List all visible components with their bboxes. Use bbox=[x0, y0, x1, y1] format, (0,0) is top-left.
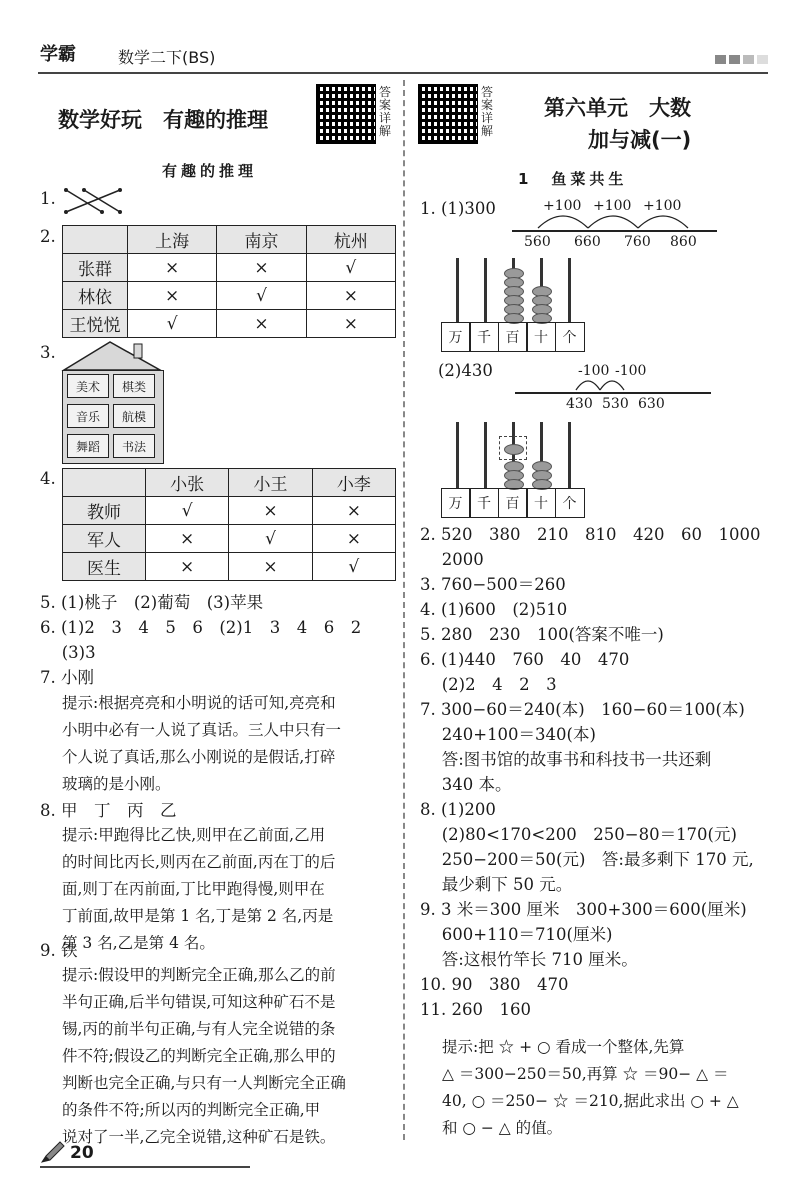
jump-label: +100 bbox=[643, 198, 682, 214]
left-section-title: 数学好玩 有趣的推理 bbox=[58, 108, 268, 132]
right-answers bbox=[420, 522, 760, 1022]
unit-title: 第六单元 大数 bbox=[544, 96, 691, 120]
hint-q7 bbox=[62, 690, 341, 798]
page-number: 20 bbox=[70, 1143, 94, 1163]
hint-line: 说对了一半,乙完全说错,这种矿石是铁。 bbox=[62, 1128, 336, 1146]
house-room: 美术 bbox=[67, 374, 109, 398]
qr-label: 答案详解 bbox=[379, 85, 392, 138]
table-cell: √ bbox=[312, 553, 395, 581]
table-cell: × bbox=[128, 254, 217, 282]
answer-line: 8. 甲 丁 丙 乙 bbox=[40, 801, 177, 820]
place-label: 百 bbox=[498, 322, 528, 352]
answer-line: 240+100＝340(本) bbox=[420, 725, 596, 744]
brand-logo: 学霸 bbox=[40, 44, 76, 65]
hint-line: 提示:假设甲的判断完全正确,那么乙的前 bbox=[62, 966, 336, 984]
answer-line: 最少剩下 50 元。 bbox=[420, 875, 573, 894]
answer-line: 5. (1)桃子 (2)葡萄 (3)苹果 bbox=[40, 593, 264, 612]
column-divider bbox=[403, 80, 405, 1140]
footer-rule bbox=[40, 1166, 250, 1168]
tick-label: 530 bbox=[602, 396, 629, 412]
answer-line: 6. (1)440 760 40 470 bbox=[420, 650, 630, 669]
place-label: 十 bbox=[526, 488, 556, 518]
tick-label: 860 bbox=[670, 234, 697, 250]
place-label: 个 bbox=[555, 322, 585, 352]
place-label: 万 bbox=[441, 322, 471, 352]
answer-line: 7. 小刚 bbox=[40, 668, 94, 687]
q3-label: 3. bbox=[40, 343, 56, 362]
tick-label: 430 bbox=[566, 396, 593, 412]
jump-label: +100 bbox=[543, 198, 582, 214]
hint-line: 提示:根据亮亮和小明说的话可知,亮亮和 bbox=[62, 694, 336, 712]
house-room: 航模 bbox=[113, 404, 155, 428]
table-cell: × bbox=[146, 553, 229, 581]
hint-line: 玻璃的是小刚。 bbox=[62, 775, 171, 793]
answer-line: 7. 300−60＝240(本) 160−60＝100(本) bbox=[420, 700, 745, 719]
table-cell: √ bbox=[229, 525, 312, 553]
header-rule bbox=[38, 72, 768, 74]
table-cell: × bbox=[306, 282, 395, 310]
hint-line: 半句正确,后半句错误,可知这种矿石不是 bbox=[62, 993, 336, 1011]
qr-label: 答案详解 bbox=[481, 85, 494, 138]
lesson-title: 1 鱼菜共生 bbox=[518, 170, 628, 188]
answer-line: 600+110＝710(厘米) bbox=[420, 925, 613, 944]
answer-line: 2. 520 380 210 810 420 60 1000 bbox=[420, 525, 761, 544]
answer-line: 9. 铁 bbox=[40, 941, 78, 960]
table-cell: √ bbox=[217, 282, 306, 310]
tick-label: 630 bbox=[638, 396, 665, 412]
hint-line: 和 ○ − △ 的值。 bbox=[442, 1119, 563, 1137]
place-label: 万 bbox=[441, 488, 471, 518]
table-row-label: 军人 bbox=[63, 525, 146, 553]
hint-q9 bbox=[62, 962, 346, 1151]
house-room: 书法 bbox=[113, 434, 155, 458]
table-cell: × bbox=[229, 553, 312, 581]
unit-subtitle: 加与减(一) bbox=[588, 128, 692, 152]
answer-line: 5. 280 230 100(答案不唯一) bbox=[420, 625, 664, 644]
table-cell: × bbox=[217, 310, 306, 338]
q1-label: 1. bbox=[40, 189, 56, 208]
place-label: 十 bbox=[526, 322, 556, 352]
answer-line: 8. (1)200 bbox=[420, 800, 496, 819]
table-cell: × bbox=[217, 254, 306, 282]
tick-label: 660 bbox=[574, 234, 601, 250]
house-room: 音乐 bbox=[67, 404, 109, 428]
table-row-label: 教师 bbox=[63, 497, 146, 525]
hint-line: 个人说了真话,那么小刚说的是假话,打碎 bbox=[62, 748, 336, 766]
answer-line: 250−200＝50(元) 答:最多剩下 170 元, bbox=[420, 850, 754, 869]
hint-line: 的条件不符;所以丙的判断完全正确,甲 bbox=[62, 1101, 321, 1119]
tick-label: 560 bbox=[524, 234, 551, 250]
table-header: 小李 bbox=[312, 469, 395, 497]
pencil-icon bbox=[40, 1140, 66, 1166]
table-cell: × bbox=[229, 497, 312, 525]
header-decoration bbox=[715, 55, 768, 64]
house-roof-icon bbox=[60, 338, 164, 372]
house-room: 棋类 bbox=[113, 374, 155, 398]
hint-line: 丁前面,故甲是第 1 名,丁是第 2 名,丙是 bbox=[62, 907, 334, 925]
table-cell bbox=[63, 469, 146, 497]
hint-line: 小明中必有一人说了真话。三人中只有一 bbox=[62, 721, 342, 739]
qr-code-icon[interactable] bbox=[418, 84, 478, 144]
hint-line: 40, ○ ＝250− ☆ ＝210,据此求出 ○ + △ bbox=[442, 1092, 739, 1110]
table-cell: √ bbox=[306, 254, 395, 282]
table-row-label: 医生 bbox=[63, 553, 146, 581]
hint-line: 提示:把 ☆ + ○ 看成一个整体,先算 bbox=[442, 1038, 685, 1056]
answer-line: 4. (1)600 (2)510 bbox=[420, 600, 568, 619]
table-header: 小张 bbox=[146, 469, 229, 497]
hint-line: 件不符;假设乙的判断完全正确,那么甲的 bbox=[62, 1047, 336, 1065]
table-cell: × bbox=[128, 282, 217, 310]
left-subtitle: 有趣的推理 bbox=[162, 162, 258, 180]
answer-line: (2)430 bbox=[438, 361, 493, 380]
hint-line: 第 3 名,乙是第 4 名。 bbox=[62, 934, 215, 952]
table-cell: √ bbox=[128, 310, 217, 338]
table-header: 杭州 bbox=[306, 226, 395, 254]
table-q4 bbox=[62, 468, 396, 581]
answer-line: 11. 260 160 bbox=[420, 1000, 531, 1019]
jump-label: -100 bbox=[578, 363, 610, 379]
qr-code-icon[interactable] bbox=[316, 84, 376, 144]
answer-line: 6. (1)2 3 4 5 6 (2)1 3 4 6 2 bbox=[40, 618, 362, 637]
book-subtitle: 数学二下(BS) bbox=[118, 48, 216, 67]
house-room: 舞蹈 bbox=[67, 434, 109, 458]
table-header: 小王 bbox=[229, 469, 312, 497]
q1-matching-lines bbox=[62, 186, 122, 216]
hint-line: 锡,丙的前半句正确,与有人完全说错的条 bbox=[62, 1020, 336, 1038]
table-row-label: 林依 bbox=[63, 282, 128, 310]
answer-line: 1. (1)300 bbox=[420, 199, 496, 218]
table-cell: × bbox=[312, 525, 395, 553]
table-cell bbox=[63, 226, 128, 254]
jump-label: +100 bbox=[593, 198, 632, 214]
place-label: 百 bbox=[498, 488, 528, 518]
answer-line: 3. 760−500＝260 bbox=[420, 575, 566, 594]
hint-line: △ ＝300−250＝50,再算 ☆ ＝90− △ ＝ bbox=[442, 1065, 729, 1083]
answer-line: 9. 3 米＝300 厘米 300+300＝600(厘米) bbox=[420, 900, 747, 919]
answer-line: 10. 90 380 470 bbox=[420, 975, 569, 994]
jump-label: -100 bbox=[615, 363, 647, 379]
place-label: 个 bbox=[555, 488, 585, 518]
hint-line: 提示:甲跑得比乙快,则甲在乙前面,乙用 bbox=[62, 826, 326, 844]
hint-q11 bbox=[442, 1034, 739, 1142]
table-header: 南京 bbox=[217, 226, 306, 254]
answer-line: (2)2 4 2 3 bbox=[420, 675, 557, 694]
table-row-label: 张群 bbox=[63, 254, 128, 282]
hint-line: 面,则丁在丙前面,丁比甲跑得慢,则甲在 bbox=[62, 880, 325, 898]
answer-line: 340 本。 bbox=[420, 775, 512, 794]
table-header: 上海 bbox=[128, 226, 217, 254]
table-cell: × bbox=[312, 497, 395, 525]
answer-line: 答:这根竹竿长 710 厘米。 bbox=[420, 950, 638, 969]
tick-label: 760 bbox=[624, 234, 651, 250]
hint-line: 判断也完全正确,与只有一人判断完全正确 bbox=[62, 1074, 346, 1092]
table-cell: √ bbox=[146, 497, 229, 525]
table-cell: × bbox=[306, 310, 395, 338]
table-cell: × bbox=[146, 525, 229, 553]
hint-q8 bbox=[62, 822, 335, 957]
answer-line: (3)3 bbox=[40, 643, 96, 662]
table-row-label: 王悦悦 bbox=[63, 310, 128, 338]
table-q2 bbox=[62, 225, 396, 338]
place-label: 千 bbox=[469, 322, 499, 352]
q2-label: 2. bbox=[40, 227, 56, 246]
place-label: 千 bbox=[469, 488, 499, 518]
answer-line: 2000 bbox=[420, 550, 484, 569]
answer-line: (2)80<170<200 250−80＝170(元) bbox=[420, 825, 737, 844]
answer-line: 答:图书馆的故事书和科技书一共还剩 bbox=[420, 750, 712, 769]
q4-label: 4. bbox=[40, 469, 56, 488]
hint-line: 的时间比丙长,则丙在乙前面,丙在丁的后 bbox=[62, 853, 336, 871]
